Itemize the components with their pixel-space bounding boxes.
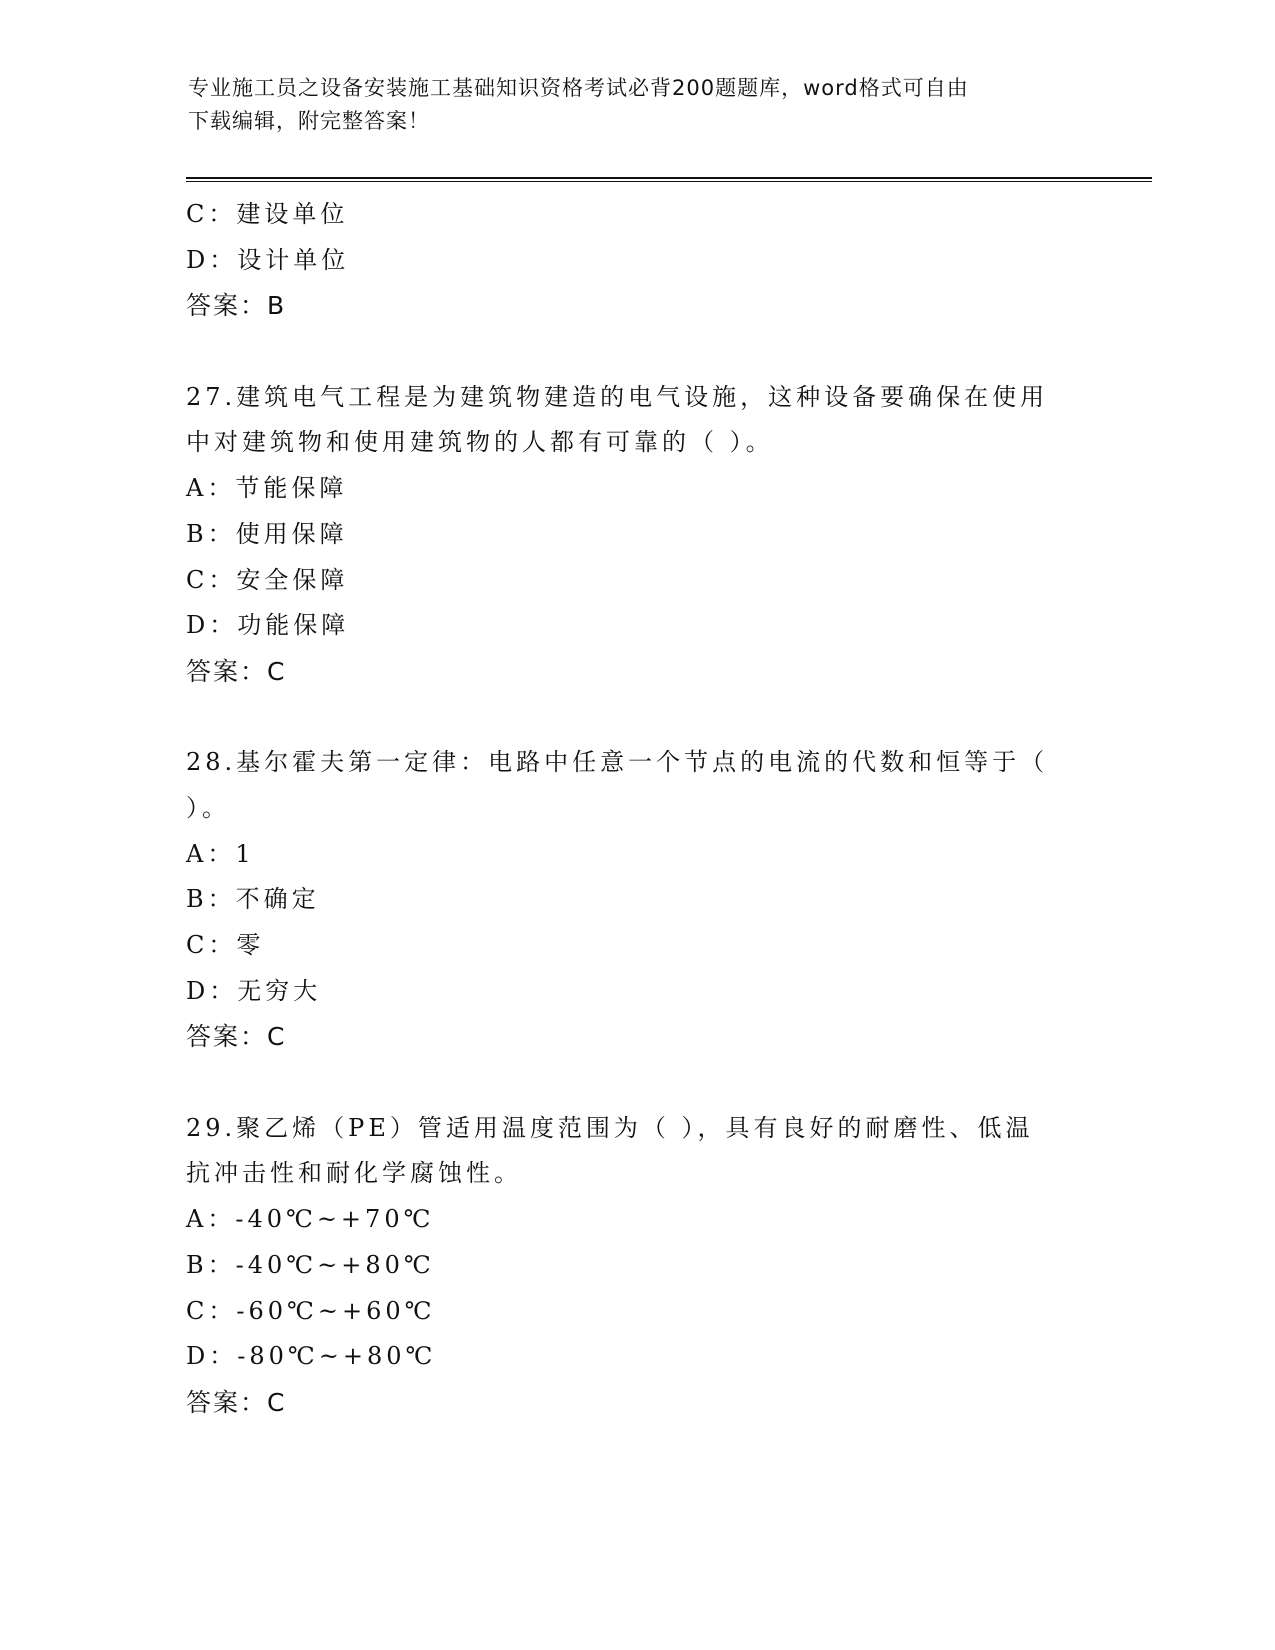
question-text-line-1: 29.聚乙烯（PE）管适用温度范围为（ ），具有良好的耐磨性、低温 xyxy=(186,1113,1034,1142)
question-block-29 xyxy=(186,1106,1086,1426)
question-text-line-2: 抗冲击性和耐化学腐蚀性。 xyxy=(186,1159,522,1188)
option-a: A：-40℃~+70℃ xyxy=(186,1205,435,1234)
option-d: D：-80℃~+80℃ xyxy=(186,1342,437,1371)
option-a: A：节能保障 xyxy=(186,474,348,503)
question-list xyxy=(186,192,1086,1426)
header-line-1: 专业施工员之设备安装施工基础知识资格考试必背200题题库，word格式可自由 xyxy=(188,76,969,100)
spacer xyxy=(186,1060,1086,1106)
option-d: D：功能保障 xyxy=(186,611,350,640)
option-b: B：不确定 xyxy=(186,885,320,914)
option-c: C：安全保障 xyxy=(186,565,349,594)
answer-line: 答案：C xyxy=(186,1387,287,1417)
option-d: D：设计单位 xyxy=(186,245,350,274)
question-text-line-2: 中对建筑物和使用建筑物的人都有可靠的（ ）。 xyxy=(186,428,774,457)
question-block-28 xyxy=(186,740,1086,1060)
header-divider xyxy=(186,177,1152,182)
answer-line: 答案：B xyxy=(186,291,287,321)
option-b: B：使用保障 xyxy=(186,519,348,548)
option-c: C：-60℃~+60℃ xyxy=(186,1296,436,1325)
question-block-26 xyxy=(186,192,1086,329)
option-b: B：-40℃~+80℃ xyxy=(186,1250,435,1279)
question-text-line-2: ）。 xyxy=(186,793,230,822)
document-header xyxy=(188,72,1068,138)
option-c: C：零 xyxy=(186,931,265,959)
question-text-line-1: 27.建筑电气工程是为建筑物建造的电气设施，这种设备要确保在使用 xyxy=(186,382,1049,411)
option-a: A：1 xyxy=(186,839,255,868)
spacer xyxy=(186,329,1086,375)
answer-line: 答案：C xyxy=(186,1022,287,1052)
spacer xyxy=(186,695,1086,741)
question-block-27 xyxy=(186,375,1086,695)
answer-line: 答案：C xyxy=(186,656,287,686)
header-line-2: 下载编辑，附完整答案！ xyxy=(188,109,430,133)
option-d: D：无穷大 xyxy=(186,976,322,1005)
option-c: C：建设单位 xyxy=(186,200,349,228)
question-text-line-1: 28.基尔霍夫第一定律：电路中任意一个节点的电流的代数和恒等于（ xyxy=(186,748,1049,777)
